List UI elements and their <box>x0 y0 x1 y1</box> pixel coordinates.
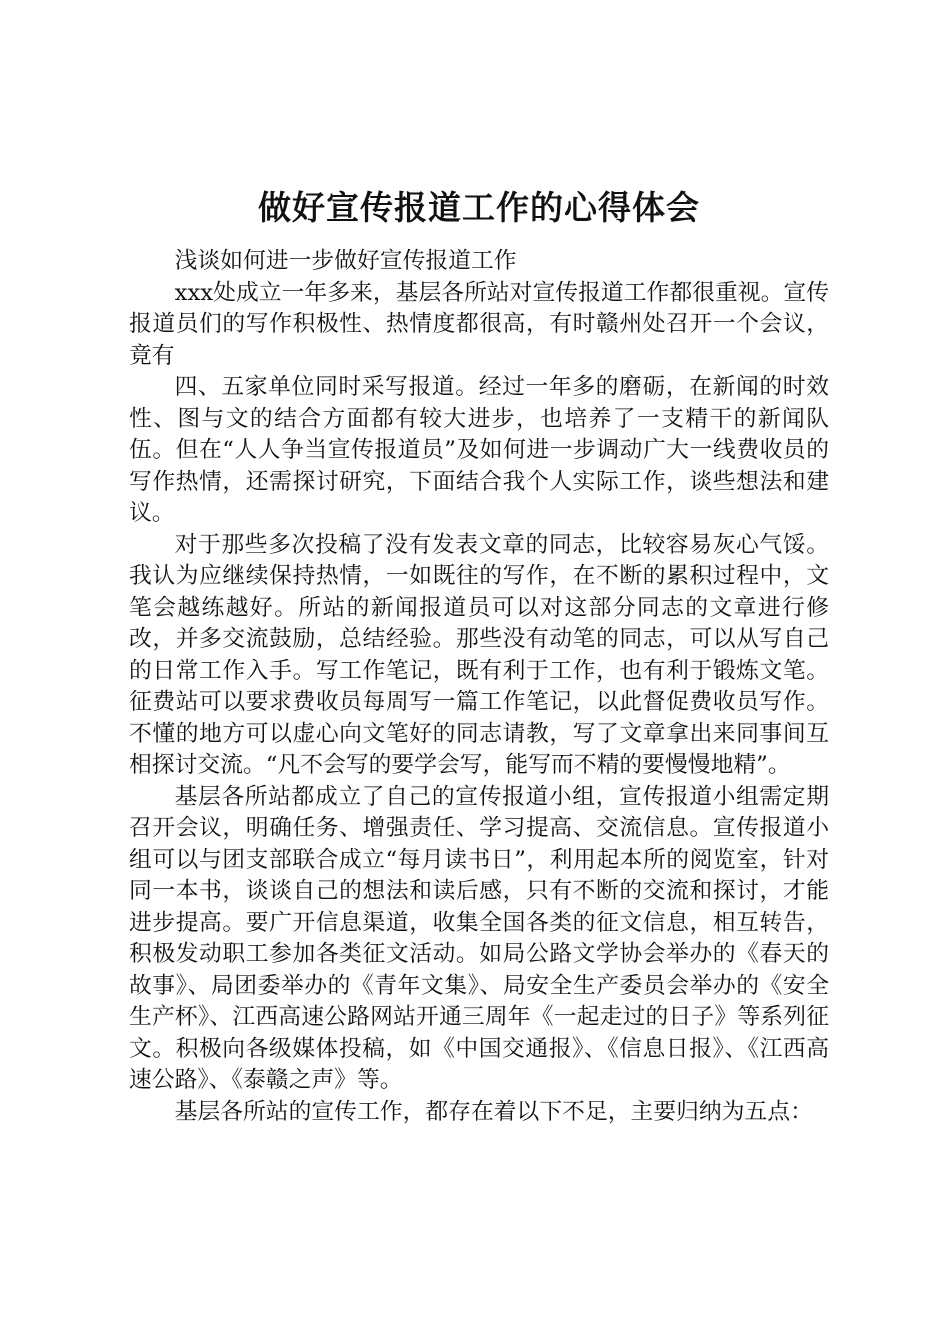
paragraph-subtitle: 浅谈如何进一步做好宣传报道工作 <box>174 248 517 274</box>
document-page <box>129 182 829 1128</box>
paragraph-shortcomings: 基层各所站的宣传工作，都存在着以下不足，主要归纳为五点： <box>174 1098 813 1125</box>
paragraph-reporting-groups: 基层各所站都成立了自己的宣传报道小组，宣传报道小组需定期召开会议，明确任务、增强责任、学习提高、交流信息。宣传报道小组可以与团支部联合成立“每月读书日”，利用起本所的阅览室，针对同一本书，谈谈自己的想法和读后感，只有不断的交流和探讨，才能进步提高。要广开信息渠道，收集全国各类的征文信息，相互转告，积极发动职工参加各类征文活动。如局公路文学协会举办的《春天的故事》、局团委举办的《青年文集》、局安全生产委员会举办的《安全生产杯》、江西高速公路网站开通三周年《一起走过的日子》等系列征文。积极向各级媒体投稿，如《中国交通报》、《信息日报》、《江西高速公路》、《泰赣之声》等。 <box>129 783 829 1093</box>
paragraph-intro: xxx处成立一年多来，基层各所站对宣传报道工作都很重视。宣传报道员们的写作积极性、热情度都很高，有时赣州处召开一个会议，竟有 <box>129 279 829 369</box>
paragraph-progress: 四、五家单位同时采写报道。经过一年多的磨砺，在新闻的时效性、图与文的结合方面都有较大进步，也培养了一支精干的新闻队伍。但在“人人争当宣传报道员”及如何进一步调动广大一线费收员的写作热情，还需探讨研究，下面结合我个人实际工作，谈些想法和建议。 <box>129 374 829 526</box>
document-title: 做好宣传报道工作的心得体会 <box>258 188 700 227</box>
paragraph-encouragement: 对于那些多次投稿了没有发表文章的同志，比较容易灰心气馁。我认为应继续保持热情，一如既往的写作，在不断的累积过程中，文笔会越练越好。所站的新闻报道员可以对这部分同志的文章进行修改，并多交流鼓励，总结经验。那些没有动笔的同志，可以从写自己的日常工作入手。写工作笔记，既有利于工作，也有利于锻炼文笔。征费站可以要求费收员每周写一篇工作笔记，以此督促费收员写作。不懂的地方可以虚心向文笔好的同志请教，写了文章拿出来同事间互相探讨交流。“凡不会写的要学会写，能写而不精的要慢慢地精”。 <box>129 531 829 778</box>
